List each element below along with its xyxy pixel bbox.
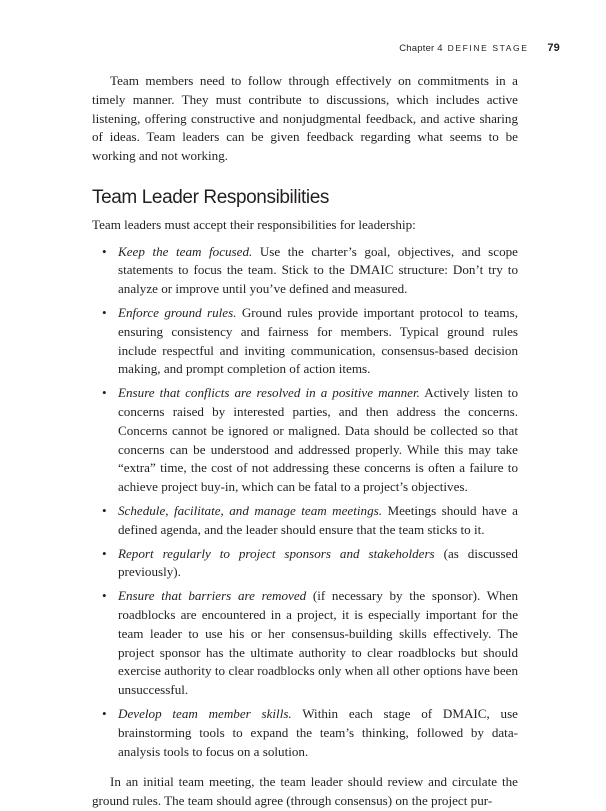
list-item (92, 502, 518, 540)
list-item-title: Ensure that barriers are removed (118, 588, 307, 604)
list-item-text: (if necessary by the sponsor). When roadblocks are encountered in a project, it is especially important for the team leader to use his or her consensus-building skills effectively. The project sponsor has the ultimate authority to clear roadblocks but should exercise authority to clear roadblocks only when all other options have been unsuccessful. (118, 588, 518, 698)
chapter-label: Chapter 4 (399, 43, 443, 54)
closing-paragraph: In an initial team meeting, the team leader should review and circulate the ground rules. The team should agree (through consensus) on the project pur- (92, 774, 518, 809)
list-item-text: Within each stage of DMAIC, use brainstorming tools to expand the team’s thinking, followed by data-analysis tools to focus on a solution. (118, 705, 518, 759)
list-item (92, 243, 518, 299)
list-item-text: (as discussed previously). (118, 545, 518, 580)
bullet-icon: • (102, 588, 107, 604)
intro-paragraph: Team members need to follow through effectively on commitments in a timely manner. They must contribute to discussions, which includes active listening, offering constructive and nonjudgmental feedback, and active sharing of ideas. Team leaders can be given feedback regarding what seems to be working and not working. (92, 73, 518, 164)
list-item-text: Ground rules provide important protocol to teams, ensuring consistency and fairness for members. Typical ground rules include respectful and inviting communication, consensus-based decision making, and prompt completion of action items. (118, 304, 518, 377)
list-item (92, 384, 518, 497)
list-item (92, 304, 518, 379)
section-heading: Team Leader Responsibilities (92, 186, 329, 208)
list-item (92, 587, 518, 700)
list-item-text: Actively listen to concerns raised by interested parties, and then address the concerns. Concerns cannot be ignored or maligned. Data should be collected so that concerns can be understood and addressed properly. While this may take “extra” time, the cost of not addressing these concerns is often a failure to achieve project buy-in, which can be fatal to a project’s objectives. (118, 385, 518, 495)
running-head (399, 42, 560, 54)
list-item-title: Develop team member skills. (118, 705, 292, 721)
list-item-title: Keep the team focused. (118, 243, 253, 259)
list-item-title: Schedule, facilitate, and manage team meetings. (118, 502, 382, 518)
section-lead: Team leaders must accept their responsibilities for leadership: (92, 216, 416, 232)
list-item-text: Meetings should have a defined agenda, and the leader should ensure that the team sticks to it. (118, 502, 518, 537)
page-body (92, 72, 518, 811)
bullet-icon: • (102, 705, 107, 721)
list-item-title: Enforce ground rules. (118, 304, 237, 320)
page-number: 79 (547, 42, 560, 54)
bullet-icon: • (102, 385, 107, 401)
bullet-icon: • (102, 502, 107, 518)
bullet-icon: • (102, 243, 107, 259)
list-item-title: Ensure that conflicts are resolved in a positive manner. (118, 385, 420, 401)
section-label: DEFINE STAGE (447, 43, 529, 53)
list-item (92, 545, 518, 583)
list-item (92, 705, 518, 761)
responsibility-list (92, 243, 518, 762)
list-item-text: Use the charter’s goal, objectives, and scope statements to focus the team. Stick to the DMAIC structure: Don’t try to analyze or improve until you’ve defined and measured. (118, 243, 518, 297)
bullet-icon: • (102, 545, 107, 561)
list-item-title: Report regularly to project sponsors and stakeholders (118, 545, 435, 561)
bullet-icon: • (102, 304, 107, 320)
